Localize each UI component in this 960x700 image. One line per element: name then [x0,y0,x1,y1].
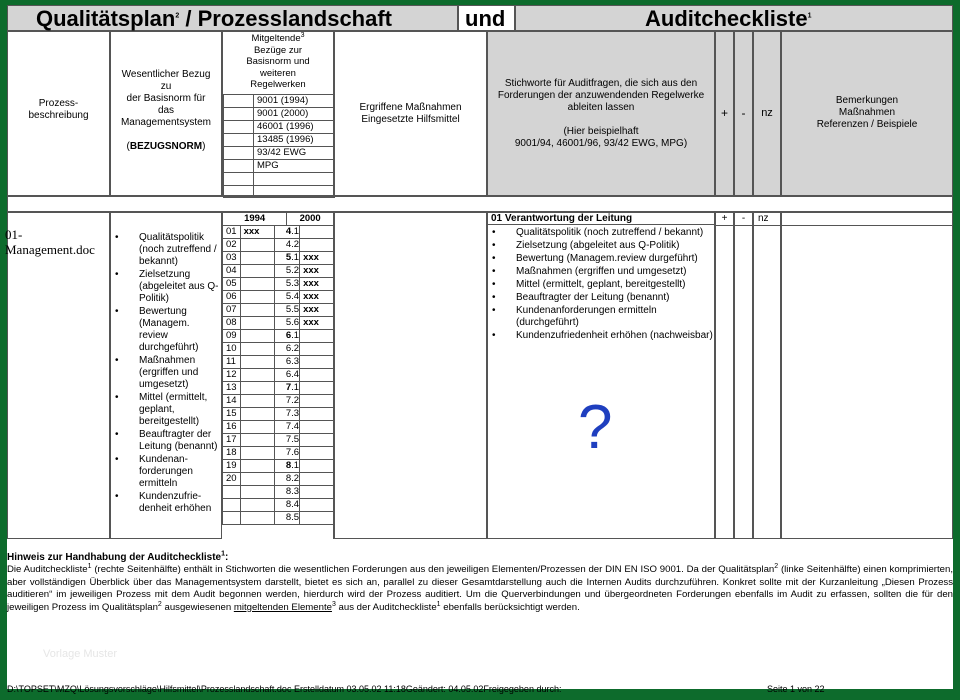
norm-chapter [274,226,300,239]
norm-row [223,499,334,512]
norm-chapter-minor: 5.6 [285,317,300,328]
bezug-bullet-list [111,232,221,515]
audit-bullet-list [488,227,714,343]
norm-number [223,512,241,525]
norm-mark-2000 [300,460,334,473]
norm-number: 20 [223,473,241,486]
norm-chapter [274,343,300,356]
header-bezug [110,31,222,196]
bezug-line: Managementsystem [120,117,212,128]
norm-chapter-minor: .1 [291,252,300,263]
regelwerk-cell: 9001 (2000) [254,108,335,121]
norm-chapter-minor: 5.2 [285,265,300,276]
bezug-bullet: • Beauftragter der Leitung (benannt) [111,429,219,453]
header-minus: - [734,31,753,196]
norm-chapter-minor: .1 [291,382,300,393]
massnahmen-line: Ergriffene Maßnahmen [359,102,462,113]
norm-row [223,408,334,421]
norm-chapter [274,265,300,278]
norm-chapter-minor: 7.6 [285,447,300,458]
regelwerk-cell: 46001 (1996) [254,121,335,134]
norm-chapter-minor: 6.3 [285,356,300,367]
norm-mark-1994 [240,486,274,499]
body-bemerkungen-cell [781,212,953,539]
header-nz: nz [753,31,781,196]
norm-mark-2000 [300,226,334,239]
regelwerk-cell: 93/42 EWG [254,147,335,160]
norm-number: 14 [223,395,241,408]
norm-reference-table [222,212,334,525]
norm-number: 04 [223,265,241,278]
audit-bullet: • Kundenzufriedenheit erhöhen (nachweisbar) [488,330,714,342]
norm-chapter-major: 7 [285,382,292,393]
norm-number: 12 [223,369,241,382]
header-stichworte [487,31,715,196]
norm-chapter-minor: 5.5 [285,304,300,315]
norm-chapter-minor: 5.4 [285,291,300,302]
stichworte-line: ableiten lassen [567,102,635,113]
norm-chapter-minor: 6.2 [285,343,300,354]
audit-bullet: • Mittel (ermittelt, geplant, bereitgestellt) [488,279,714,291]
norm-chapter-minor: 7.5 [285,434,300,445]
norm-chapter [274,304,300,317]
hint-paragraph: Die Auditcheckliste$^1$ (rechte Seitenhälfte) enthält in Stichworten die wesentlichen Forderungen aus den jeweiligen Elementen/Prozessen der DIN EN ISO 9001. Da der Qualitätsplan$^2$ (linke Seitenhälfte) einen komprimierten, aber vollständigen Überblick über das Managementsystem darstellt, bietet es sich an, parallel zu dieser Gesamtdarstellung auch die Internen Audits durchzuführen. Konkret sollte mit der Kurzanleitung „Diesen Prozess auditieren“ im jeweiligen Prozess mit dem Audit begonnen werden, hierdurch wird der Prozess auditiert. Um die Querverbindungen und übergeordneten Forderungen ebenfalls im Audit zu erfassen, sollten die für den jeweiligen Prozess im Qualitätsplan$^2$ ausgewiesenen mitgeltenden Elemente$^3$ aus der Auditcheckliste$^1$ ebenfalls berücksichtigt werden. [7,562,953,613]
norm-chapter-minor: 8.2 [285,473,300,484]
beispiel-line: (Hier beispielhaft [563,126,639,137]
hint-section [7,551,953,614]
header-mitgeltende [222,31,334,196]
norm-chapter [274,278,300,291]
regelwerk-cell: MPG [254,160,335,173]
audit-bullet: • Beauftragter der Leitung (benannt) [488,292,714,304]
norm-row [223,473,334,486]
year-1994: 1994 [223,213,287,226]
norm-chapter-minor: 6.4 [285,369,300,380]
norm-mark-2000 [300,330,334,343]
norm-number: 16 [223,421,241,434]
norm-chapter [274,291,300,304]
norm-number: 09 [223,330,241,343]
norm-row [223,304,334,317]
bemerkungen-subheader [782,213,952,226]
spacer-row [7,196,953,212]
norm-mark-1994 [240,434,274,447]
norm-mark-2000 [300,486,334,499]
norm-mark-1994 [240,369,274,382]
norm-chapter [274,486,300,499]
norm-mark-2000 [300,408,334,421]
stichworte-line: Stichworte für Auditfragen, die sich aus den [504,78,698,89]
nz-sublabel: nz [754,213,780,226]
process-file-label: 01- Management.doc [5,227,95,257]
norm-mark-2000 [300,382,334,395]
beispiel-line: 9001/94, 46001/96, 93/42 EWG, MPG) [514,138,688,149]
bemerkungen-line: Referenzen / Beispiele [816,119,918,130]
regelwerk-cell: 9001 (1994) [254,95,335,108]
audit-bullet: • Qualitätspolitik (noch zutreffend / bekannt) [488,227,714,239]
norm-row [223,265,334,278]
norm-chapter-major: 6 [285,330,292,341]
norm-chapter [274,395,300,408]
bezug-bullet: • Maßnahmen (ergriffen und umgesetzt) [111,355,219,391]
norm-mark-2000 [300,473,334,486]
title-cell-mid [458,5,515,31]
norm-row [223,434,334,447]
norm-chapter-minor: 7.4 [285,421,300,432]
norm-mark-2000 [300,512,334,525]
header-massnahmen [334,31,487,196]
norm-mark-2000: xxx [300,252,334,265]
norm-number [223,499,241,512]
norm-mark-1994 [240,239,274,252]
norm-chapter [274,317,300,330]
norm-number: 13 [223,382,241,395]
norm-mark-1994 [240,291,274,304]
regelwerke-table [223,94,335,198]
audit-bullet: • Maßnahmen (ergriffen und umgesetzt) [488,266,714,278]
norm-row [223,317,334,330]
plus-sublabel: + [716,213,733,226]
page-title: Qualitätsplan$^2$ / Prozesslandschaft [36,6,393,31]
norm-mark-2000: xxx [300,278,334,291]
norm-row [223,278,334,291]
body-minus-cell [734,212,753,539]
hint-heading: Hinweis zur Handhabung der Auditcheckliste$^1$: [7,550,229,563]
title-connector: und [465,6,506,31]
body-norm-cell [222,212,334,539]
bezug-bullet: • Mittel (ermittelt, geplant, bereitgestellt) [111,392,219,428]
bezug-bullet: • Zielsetzung (abgeleitet aus Q-Politik) [111,269,219,305]
norm-chapter-minor: 8.5 [285,512,300,523]
norm-row [223,486,334,499]
bemerkungen-line: Maßnahmen [838,107,896,118]
bezug-line: Wesentlicher Bezug [121,69,211,80]
year-2000: 2000 [287,213,334,226]
norm-chapter-minor: 7.2 [285,395,300,406]
norm-mark-1994 [240,395,274,408]
header-plus: + [715,31,734,196]
checklist-title: Auditcheckliste$^1$ [645,6,812,31]
norm-chapter-minor: 8.4 [285,499,300,510]
footer-page-number: Seite 1 von 22 [767,684,825,694]
norm-chapter [274,499,300,512]
regelwerk-cell: 13485 (1996) [254,134,335,147]
norm-mark-1994 [240,473,274,486]
norm-number [223,486,241,499]
norm-number: 07 [223,304,241,317]
norm-chapter-minor: 4.2 [285,239,300,250]
norm-mark-1994 [240,408,274,421]
norm-mark-1994 [240,252,274,265]
norm-chapter [274,330,300,343]
norm-row [223,395,334,408]
norm-chapter-minor: .1 [291,460,300,471]
norm-mark-1994 [240,512,274,525]
norm-number: 19 [223,460,241,473]
title-cell-left [7,5,458,31]
norm-chapter [274,421,300,434]
body-massnahmen-cell [334,212,487,539]
norm-mark-1994 [240,304,274,317]
norm-mark-1994 [240,278,274,291]
norm-chapter-major: 5 [285,252,292,263]
norm-chapter-minor: 8.3 [285,486,300,497]
norm-row [223,369,334,382]
norm-mark-1994 [240,330,274,343]
norm-mark-2000 [300,421,334,434]
norm-mark-1994 [240,356,274,369]
bezug-bullet: • Bewertung (Managem. review durchgeführt) [111,306,219,354]
body-prozess-cell [7,212,110,539]
norm-number: 18 [223,447,241,460]
norm-mark-2000: xxx [300,304,334,317]
norm-mark-2000: xxx [300,317,334,330]
section-title: 01 Verantwortung der Leitung [488,213,714,225]
title-cell-right [515,5,953,31]
norm-mark-1994 [240,460,274,473]
norm-chapter-minor: 5.3 [285,278,300,289]
mitgeltende-label: Mitgeltende$^3$ Bezüge zur Basisnorm und weiteren Regelwerken [246,31,310,90]
norm-row [223,382,334,395]
norm-row [223,226,334,239]
norm-row [223,343,334,356]
norm-chapter [274,252,300,265]
norm-chapter [274,356,300,369]
norm-chapter [274,434,300,447]
bezug-line: das [157,105,175,116]
norm-number: 15 [223,408,241,421]
norm-chapter [274,239,300,252]
norm-mark-1994 [240,447,274,460]
norm-chapter-minor: .1 [291,226,300,237]
norm-number: 17 [223,434,241,447]
norm-mark-2000 [300,395,334,408]
norm-mark-2000 [300,369,334,382]
header-bemerkungen [781,31,953,196]
norm-number: 08 [223,317,241,330]
norm-mark-1994: xxx [240,226,274,239]
norm-mark-1994 [240,317,274,330]
question-mark-icon: ? [578,393,613,462]
mitgeltende-elemente-link: mitgeltenden Elemente [233,601,332,613]
bezug-line: zu [160,81,172,92]
audit-bullet: • Kundenanforderungen ermitteln (durchgeführt) [488,305,714,329]
norm-number: 05 [223,278,241,291]
stichworte-line: Forderungen der anzuwendenden Regelwerke [497,90,705,101]
norm-mark-2000: xxx [300,291,334,304]
norm-chapter-minor: 7.3 [285,408,300,419]
norm-chapter [274,460,300,473]
norm-mark-1994 [240,499,274,512]
norm-number: 06 [223,291,241,304]
norm-chapter [274,382,300,395]
norm-chapter-minor: .1 [291,330,300,341]
norm-chapter-major: 4 [285,226,292,237]
norm-chapter [274,369,300,382]
norm-row [223,512,334,525]
norm-chapter-major: 8 [285,460,292,471]
norm-row [223,447,334,460]
massnahmen-line: Eingesetzte Hilfsmittel [361,114,460,125]
body-stichworte-cell [487,212,715,539]
norm-row [223,421,334,434]
norm-row [223,356,334,369]
norm-mark-1994 [240,382,274,395]
bemerkungen-line: Bemerkungen [835,95,899,106]
prozess-label: Prozess-beschreibung [28,98,89,121]
bezug-bullet: • Kundenzufrie-denheit erhöhen [111,491,219,515]
norm-mark-1994 [240,343,274,356]
norm-chapter [274,473,300,486]
norm-number: 02 [223,239,241,252]
norm-row [223,239,334,252]
norm-row [223,460,334,473]
minus-sublabel: - [735,213,752,226]
audit-bullet: • Zielsetzung (abgeleitet aus Q-Politik) [488,240,714,252]
document-page [5,5,953,694]
norm-number: 10 [223,343,241,356]
norm-number: 01 [223,226,241,239]
body-nz-cell [753,212,781,539]
norm-mark-2000: xxx [300,265,334,278]
norm-row [223,252,334,265]
norm-mark-2000 [300,356,334,369]
norm-mark-1994 [240,265,274,278]
bezug-line: der Basisnorm für [126,93,206,104]
norm-mark-2000 [300,434,334,447]
bezug-bullet: • Qualitätspolitik (noch zutreffend / bekannt) [111,232,219,268]
norm-mark-2000 [300,447,334,460]
body-plus-cell [715,212,734,539]
norm-row [223,291,334,304]
footer-path: D:\TOPSET\MZQ\Lösungsvorschläge\Hilfsmittel\Prozesslandschaft.doc Erstelldatum 03.05.02 11:18Geändert: 04.05.02Freigegeben durch: [7,684,562,694]
bezugsnorm-line: (BEZUGSNORM) [126,141,206,152]
norm-mark-2000 [300,343,334,356]
norm-chapter [274,408,300,421]
norm-number: 11 [223,356,241,369]
norm-mark-1994 [240,421,274,434]
header-prozess [7,31,110,196]
watermark-text: Vorlage Muster [43,648,117,660]
audit-bullet: • Bewertung (Managem.review durgeführt) [488,253,714,265]
norm-mark-2000 [300,239,334,252]
bezug-bullet: • Kundenan-forderungen ermitteln [111,454,219,490]
norm-chapter [274,512,300,525]
norm-number: 03 [223,252,241,265]
body-bezug-cell [110,212,222,539]
norm-mark-2000 [300,499,334,512]
norm-row [223,330,334,343]
norm-chapter [274,447,300,460]
